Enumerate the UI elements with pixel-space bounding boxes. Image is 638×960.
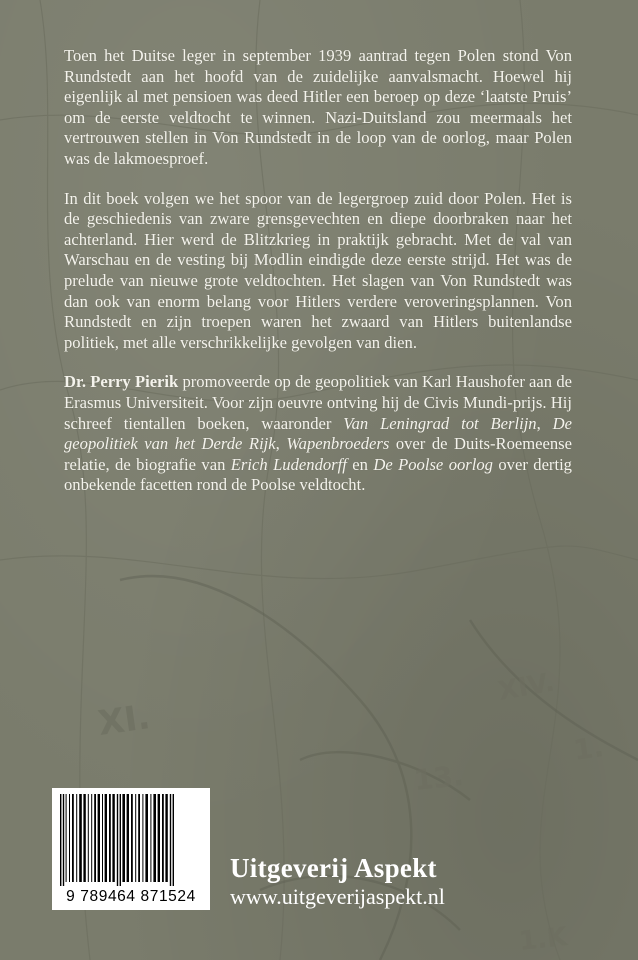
barcode-bar <box>162 794 164 882</box>
barcode-bar <box>105 794 107 882</box>
blurb-paragraph-1: Toen het Duitse leger in september 1939 aantrad tegen Polen stond Von Rundstedt aan het hoofd van de zuidelijke aanvalsmacht. Hoewel hij eigenlijk al met pensioen was deed Hitler een beroep op deze ‘laatste Pruis’ om de eerste veldtocht te winnen. Nazi-Duitsland zou meermaals het vertrouwen stellen in Von Rundstedt in de loop van de oorlog, maar Polen was de lakmoesproef. <box>64 46 572 168</box>
author-bio-text: , <box>275 434 287 454</box>
book-title: Erich Ludendorff <box>230 454 347 474</box>
author-bio-text: over de Duits-Roemeense relatie, de biografie van <box>64 434 572 474</box>
barcode-bar <box>109 794 111 882</box>
barcode-bar <box>91 794 92 882</box>
barcode-bar <box>83 794 85 882</box>
author-bio-text: , <box>536 413 553 433</box>
barcode-bar <box>120 794 121 886</box>
blurb-paragraph-2: In dit boek volgen we het spoor van de legergroep zuid door Polen. Het is de geschiedenis van zware grensgevechten en diepe doorbraken naar het achterland. Hier werd de Blitzkrieg in praktijk gebracht. Met de val van Warschau en de vesting bij Modlin eindigde deze eerste strijd. Het was de prelude van nieuwe grote veldtochten. Het slagen van Von Rundstedt was dan ook van enorm belang voor Hitlers verdere veroveringsplannen. Von Rundstedt en zijn troepen waren het zwaard van Hitlers buitenlandse politiek, met alle verschrikkelijke gevolgen van dien. <box>64 188 572 352</box>
isbn-barcode <box>52 788 210 910</box>
barcode-bar <box>94 794 96 882</box>
map-label: 13. <box>412 758 466 797</box>
barcode-bar <box>63 794 64 886</box>
barcode-bars <box>58 794 204 886</box>
barcode-bar <box>88 794 89 882</box>
barcode-bar <box>66 794 67 882</box>
barcode-bar <box>69 794 70 882</box>
barcode-bar <box>79 794 82 882</box>
map-label: 1.K <box>517 922 569 957</box>
barcode-bar <box>158 794 160 882</box>
barcode-bar <box>60 794 61 886</box>
author-bio-text: promoveerde op de geopolitiek van Karl Haushofer aan de Erasmus Universiteit. Voor zijn oeuvre ontving hij de Civis Mundi-prijs. Hij schreef tientallen boeken, waaronder <box>64 372 572 433</box>
author-name: Dr. Perry Pierik <box>64 372 179 392</box>
author-bio-text: en <box>346 454 374 474</box>
author-bio <box>64 372 572 496</box>
barcode-bar <box>117 794 118 886</box>
book-title: De Poolse oorlog <box>373 454 493 474</box>
isbn-number: 9 789464 871524 <box>66 888 196 905</box>
barcode-bar <box>138 794 140 882</box>
book-title: De geopolitiek van het Derde Rijk <box>64 413 573 454</box>
publisher-website[interactable]: www.uitgeverijaspekt.nl <box>230 884 445 909</box>
book-title: Wapenbroeders <box>286 434 390 454</box>
publisher-name: Uitgeverij Aspekt <box>230 853 437 883</box>
barcode-bar <box>127 794 129 882</box>
blurb-text <box>64 46 572 515</box>
barcode-bar <box>102 794 103 882</box>
barcode-bar <box>135 794 136 882</box>
barcode-bar <box>76 794 77 882</box>
barcode-bar <box>98 794 100 882</box>
map-label: XIV. <box>496 667 557 707</box>
barcode-bar <box>150 794 151 882</box>
barcode-bar <box>145 794 148 882</box>
barcode-bar <box>170 794 171 886</box>
author-bio-text: over dertig onbekende facetten rond de Poolse veldtocht. <box>64 454 572 495</box>
barcode-bar <box>173 794 174 886</box>
barcode-bar <box>112 794 114 882</box>
map-label: XI. <box>95 697 153 744</box>
barcode-bar <box>122 794 125 882</box>
barcode-bar <box>165 794 167 882</box>
barcode-bar <box>153 794 156 882</box>
barcode-bar <box>131 794 133 882</box>
book-title: Van Leningrad tot Berlijn <box>343 413 537 433</box>
barcode-bar <box>72 794 74 882</box>
barcode-bar <box>142 794 143 882</box>
map-label: 1. <box>571 730 606 767</box>
